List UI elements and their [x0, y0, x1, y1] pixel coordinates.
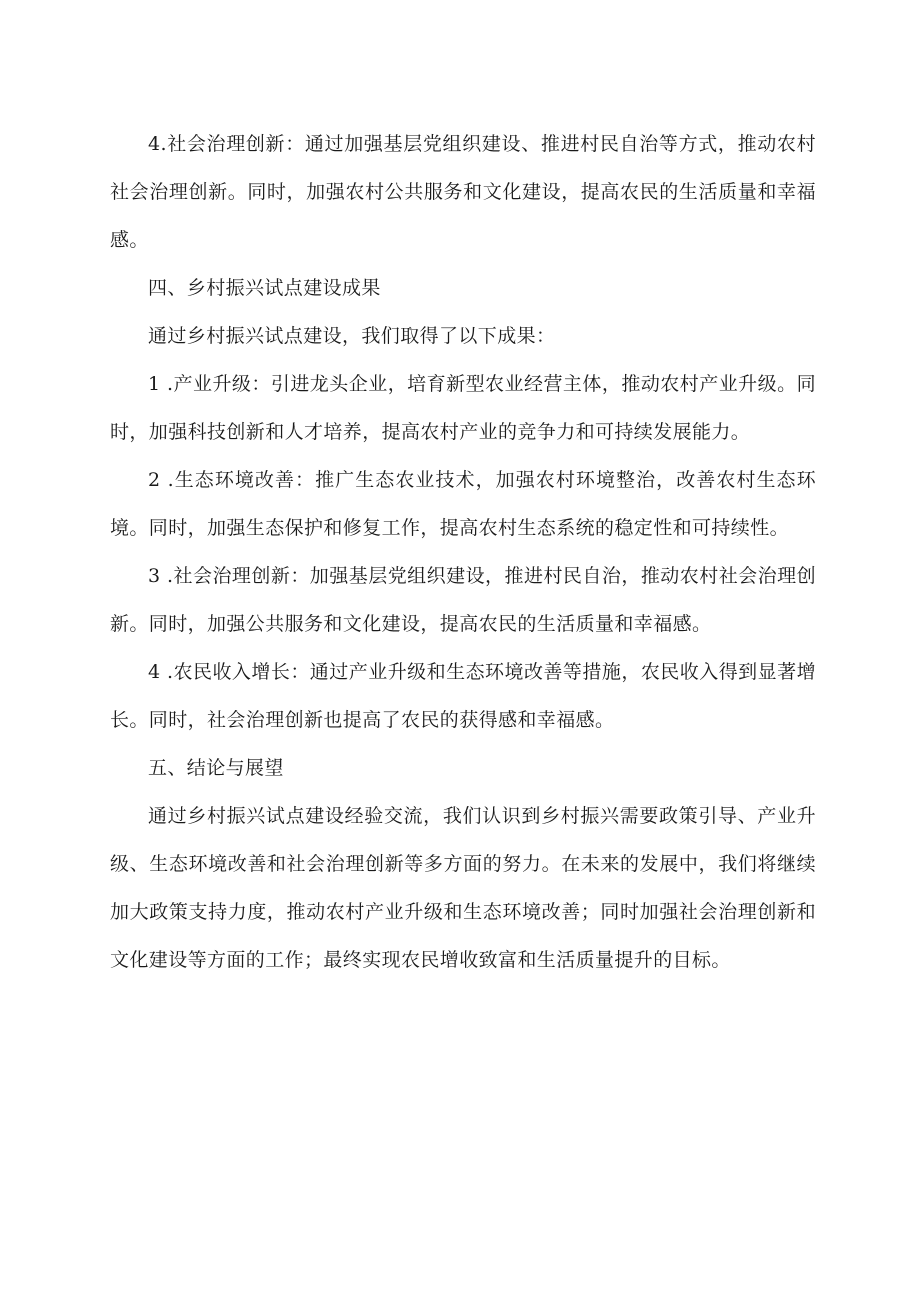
paragraph-conclusion: 通过乡村振兴试点建设经验交流，我们认识到乡村振兴需要政策引导、产业升级、生态环境改善和社会治理创新等多方面的努力。在未来的发展中，我们将继续加大政策支持力度，推动农村产业升级和生态环境改善；同时加强社会治理创新和文化建设等方面的工作；最终实现农民增收致富和生活质量提升的目标。	[110, 805, 816, 971]
paragraph-results-intro: 通过乡村振兴试点建设，我们取得了以下成果：	[148, 325, 556, 347]
section-heading-results: 四、乡村振兴试点建设成果	[148, 277, 381, 299]
paragraph-result-income: 4 .农民收入增长：通过产业升级和生态环境改善等措施，农民收入得到显著增长。同时，社会治理创新也提高了农民的获得感和幸福感。	[110, 661, 816, 731]
section-heading-conclusion: 五、结论与展望	[148, 757, 284, 779]
document-body	[110, 120, 816, 984]
paragraph-result-ecology: 2 .生态环境改善：推广生态农业技术，加强农村环境整治，改善农村生态环境。同时，加强生态保护和修复工作，提高农村生态系统的稳定性和可持续性。	[110, 469, 816, 539]
paragraph-result-industry: 1 .产业升级：引进龙头企业，培育新型农业经营主体，推动农村产业升级。同时，加强科技创新和人才培养，提高农村产业的竞争力和可持续发展能力。	[110, 373, 816, 443]
paragraph-result-governance: 3 .社会治理创新：加强基层党组织建设，推进村民自治，推动农村社会治理创新。同时，加强公共服务和文化建设，提高农民的生活质量和幸福感。	[110, 565, 816, 635]
paragraph-social-governance-4: 4.社会治理创新：通过加强基层党组织建设、推进村民自治等方式，推动农村社会治理创新。同时，加强农村公共服务和文化建设，提高农民的生活质量和幸福感。	[110, 133, 816, 251]
